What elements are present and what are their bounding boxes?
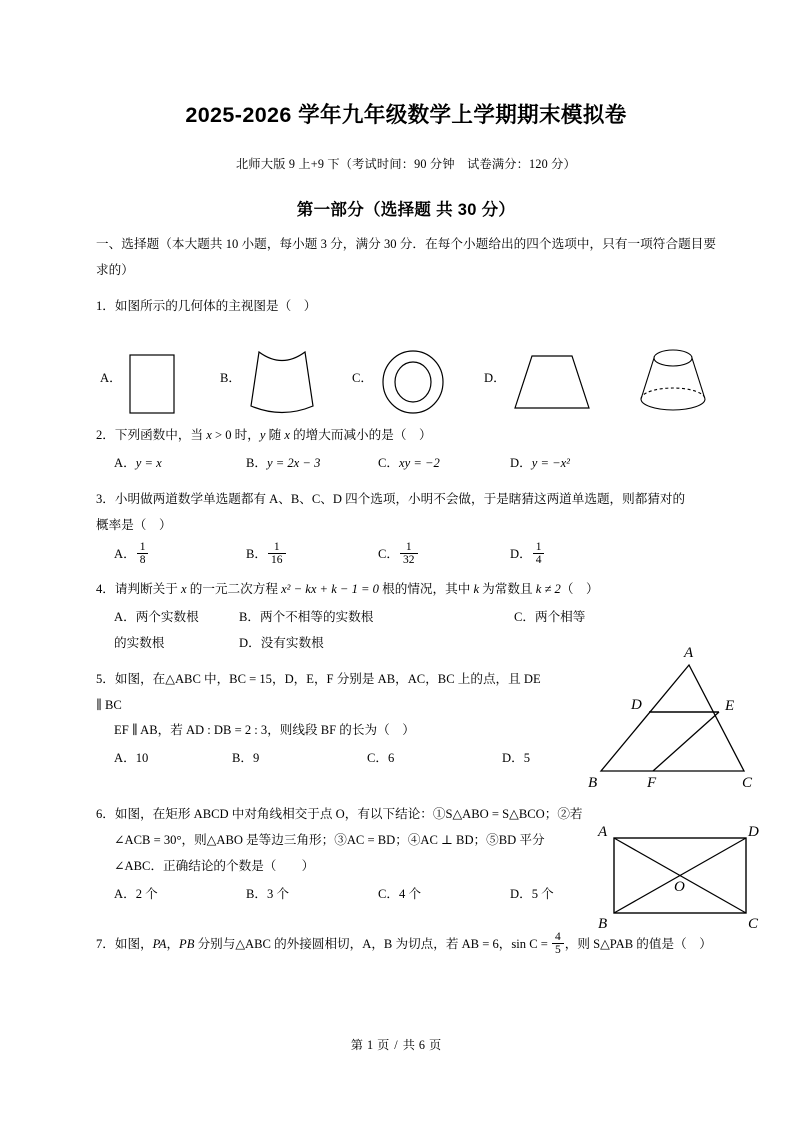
question-6-stem-line3: ∠ABC．正确结论的个数是（ ）	[114, 858, 315, 873]
q4-option-c[interactable]: C．两个相等	[514, 610, 586, 625]
q2-option-a-expr-y: y	[135, 456, 142, 471]
question-4-stem	[96, 577, 716, 603]
q4-stem-end: （ ）	[560, 582, 599, 597]
q3-d-den: 4	[533, 553, 545, 566]
shape-concentric-circles	[380, 349, 446, 420]
q3-b-num: 1	[273, 540, 280, 553]
q4-k-condition: k ≠ 2	[535, 582, 561, 597]
shape-frustum-3d	[634, 345, 712, 422]
page-content	[96, 0, 716, 958]
footer-prefix: 第	[350, 1038, 364, 1052]
q3-a-den: 8	[137, 553, 149, 566]
section-instruction: 一、选择题（本大题共 10 小题，每小题 3 分，满分 30 分．在每个小题给出的四个选项中，只有一项符合题目要求的）	[96, 237, 716, 277]
question-6-stem-line1: 6．如图，在矩形 ABCD 中对角线相交于点 O，有以下结论：①S△ABO = S△BCO；②若	[96, 807, 583, 822]
q6-option-d[interactable]	[510, 882, 554, 908]
q5-option-c-label: C．	[367, 751, 388, 766]
question-3-stem-line1: 3．小明做两道数学单选题都有 A、B、C、D 四个选项，小明不会做，于是瞎猜这两道单选题，则都猜对的	[96, 492, 686, 507]
question-6-stem-line2: ∠ACB = 30°，则△ABO 是等边三角形；③AC = BD；④AC ⊥ BD；⑤BD 平分	[114, 832, 545, 847]
footer-current-page: 1	[366, 1038, 375, 1052]
q5-option-d-label: D．	[502, 751, 524, 766]
question-3-stem-line2: 概率是（ ）	[96, 517, 172, 532]
question-6-figure	[596, 818, 776, 941]
q7-sin-fraction	[552, 931, 564, 956]
q7-pa: PA	[152, 937, 167, 952]
q2-stem-part6: 的增大而减小的是（ ）	[289, 428, 432, 443]
q4-equation: x² − kx + k − 1 = 0	[281, 582, 379, 597]
q4-option-d[interactable]: D．没有实数根	[239, 636, 324, 651]
q5-option-a-label: A．	[114, 751, 136, 766]
q6-label-B: B	[598, 916, 608, 932]
q1-option-b-label: B．	[220, 371, 241, 386]
q6-option-b-label: B．	[246, 886, 267, 901]
q3-option-c-label: C．	[378, 546, 399, 561]
q3-option-a-label: A．	[114, 546, 136, 561]
shape-rectangle	[128, 353, 176, 420]
question-4-options-row1	[96, 605, 716, 631]
q2-option-d[interactable]	[510, 451, 642, 477]
q2-option-c[interactable]	[378, 451, 510, 477]
q3-option-d[interactable]	[510, 541, 642, 568]
q3-option-c[interactable]	[378, 541, 510, 568]
q7-pb: PB	[179, 937, 195, 952]
q4-option-b[interactable]: B．两个不相等的实数根	[239, 610, 374, 625]
q6-option-b[interactable]	[246, 882, 378, 908]
q6-option-c-label: C．	[378, 886, 399, 901]
q1-option-d-label: D．	[484, 371, 506, 386]
q2-option-b-expr: = 2x − 3	[272, 456, 321, 471]
q3-option-d-label: D．	[510, 546, 532, 561]
shape-concave-trapezoid	[248, 349, 316, 420]
section-title: 第一部分（选择题 共 30 分）	[296, 201, 516, 219]
q4-option-a[interactable]: A．两个实数根	[114, 610, 199, 625]
question-5-stem-line1: 5．如图，在△ABC 中，BC = 15，D，E，F 分别是 AB，AC，BC 上的点，且 DE ∥ BC	[96, 671, 541, 712]
q5-option-b-label: B．	[232, 751, 253, 766]
q4-stem-pre: 4．请判断关于	[96, 582, 182, 597]
q3-c-den: 32	[400, 553, 418, 566]
q5-label-E: E	[725, 698, 735, 714]
q7-stem-end: ，则 S△PAB 的值是（ ）	[564, 937, 712, 952]
q3-fraction-d	[533, 541, 545, 566]
question-2-options	[96, 451, 716, 477]
q2-option-c-label: C．	[378, 456, 399, 471]
q3-b-den: 16	[268, 553, 286, 566]
q1-option-c-label: C．	[352, 371, 373, 386]
q6-option-c[interactable]	[378, 882, 510, 908]
q4-stem-post2: 为常数且	[479, 582, 536, 597]
q1-option-a-label: A．	[100, 371, 122, 386]
q2-stem-part0: 2．下列函数中，当	[96, 428, 207, 443]
q2-option-b-expr-y: y	[267, 456, 273, 471]
q7-stem-mid2: 分别与△ABC 的外接圆相切，A，B 为切点，若 AB = 6，sin C =	[194, 937, 552, 952]
q5-label-F: F	[647, 775, 657, 791]
q2-var-x2: x	[284, 428, 290, 443]
q5-option-a[interactable]	[114, 746, 232, 772]
q5-label-B: B	[588, 775, 598, 791]
q7-stem-pre: 7．如图，	[96, 937, 153, 952]
q2-option-d-expr: = −x²	[537, 456, 570, 471]
q2-option-a-label: A．	[114, 456, 136, 471]
q6-option-c-value: 4 个	[399, 886, 422, 901]
q4-option-c-continued: 的实数根	[114, 636, 165, 651]
q5-label-A: A	[684, 645, 694, 661]
q5-option-b-value: 9	[253, 751, 260, 766]
q5-option-c-value: 6	[388, 751, 395, 766]
q3-a-num: 1	[139, 540, 146, 553]
page-footer	[0, 1036, 793, 1053]
q5-option-b[interactable]	[232, 746, 367, 772]
question-5-options	[96, 746, 564, 772]
q7-stem-mid1: ，	[166, 937, 180, 952]
question-1-figures	[96, 331, 716, 413]
q2-option-c-expr-y: xy	[399, 456, 411, 471]
q6-option-a-label: A．	[114, 886, 136, 901]
q3-option-b[interactable]	[246, 541, 378, 568]
q2-option-a[interactable]	[114, 451, 246, 477]
q3-c-num: 1	[405, 540, 412, 553]
q5-option-a-value: 10	[135, 751, 149, 766]
q2-option-b[interactable]	[246, 451, 378, 477]
q2-option-c-expr: = −2	[410, 456, 440, 471]
q5-option-d[interactable]	[502, 746, 530, 772]
q6-option-a[interactable]	[114, 882, 246, 908]
q6-label-C: C	[748, 916, 759, 932]
q5-label-C: C	[742, 775, 753, 791]
q2-var-y: y	[259, 428, 266, 443]
q3-fraction-a	[137, 541, 149, 566]
q6-label-D: D	[748, 824, 759, 840]
q5-option-d-value: 5	[523, 751, 530, 766]
question-1-stem: 1．如图所示的几何体的主视图是（ ）	[96, 298, 317, 313]
q6-label-O: O	[674, 879, 685, 895]
q3-d-num: 1	[535, 540, 542, 553]
q6-label-A: A	[598, 824, 608, 840]
q3-option-b-label: B．	[246, 546, 267, 561]
q5-option-c[interactable]	[367, 746, 502, 772]
shape-trapezoid	[512, 353, 592, 418]
q2-stem-part4: 随	[265, 428, 285, 443]
q2-option-b-label: B．	[246, 456, 267, 471]
q4-stem-mid: 的一元二次方程	[186, 582, 282, 597]
q4-var-k: k	[473, 582, 480, 597]
question-5-figure	[576, 640, 776, 800]
q3-option-a[interactable]	[114, 541, 246, 568]
q7-sin-den: 5	[552, 943, 564, 956]
question-2-stem	[96, 423, 716, 449]
page-title: 2025-2026 学年九年级数学上学期期末模拟卷	[185, 103, 627, 127]
exam-subtitle: 北师大版 9 上+9 下（考试时间：90 分钟 试卷满分：120 分）	[236, 157, 576, 171]
footer-suffix: 页	[429, 1038, 443, 1052]
question-3-options	[96, 541, 716, 568]
q3-fraction-b	[268, 541, 286, 566]
q2-option-d-label: D．	[510, 456, 532, 471]
q2-stem-part2: > 0 时，	[211, 428, 260, 443]
q6-option-d-label: D．	[510, 886, 532, 901]
q6-option-d-value: 5 个	[531, 886, 554, 901]
footer-total-pages: 6	[418, 1038, 427, 1052]
footer-separator: 页 / 共	[377, 1038, 416, 1052]
q2-option-d-expr-y: y	[531, 456, 538, 471]
q2-option-a-expr: = x	[141, 456, 162, 471]
q5-label-D: D	[631, 697, 642, 713]
q6-option-a-value: 2 个	[135, 886, 158, 901]
q7-sin-num: 4	[555, 931, 561, 944]
q4-stem-post: 根的情况，其中	[378, 582, 474, 597]
q4-var-x: x	[181, 582, 187, 597]
q2-var-x1: x	[206, 428, 212, 443]
q6-option-b-value: 3 个	[267, 886, 290, 901]
q3-fraction-c	[400, 541, 418, 566]
question-5-stem-line2: EF ∥ AB，若 AD : DB = 2 : 3，则线段 BF 的长为（ ）	[114, 723, 415, 738]
